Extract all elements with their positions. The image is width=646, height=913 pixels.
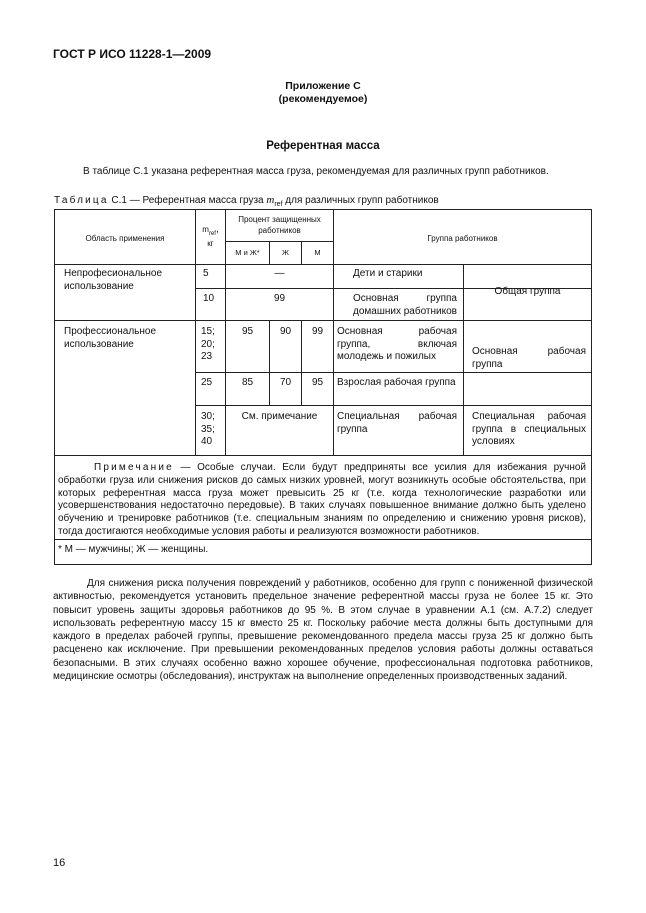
r1-subgroup: Дети и старики <box>353 268 423 279</box>
intro-text: В таблице С.1 указана референтная масса груза, рекомендуемая для различных групп работников. <box>83 166 549 177</box>
r5-subgroup: Специальная рабочая группа <box>337 411 457 435</box>
r5-mref: 30; 35; 40 <box>201 411 215 448</box>
r4-subgroup: Взрослая рабочая группа <box>337 377 456 388</box>
header-mref: $m_{ref}$, кг <box>202 224 219 248</box>
r3-subgroup: Основная рабочая группа, включая молодежь и пожилых <box>337 326 457 363</box>
group-general: Общая группа <box>494 286 561 297</box>
table-caption-number: С.1 — Референтная масса груза <box>111 195 267 206</box>
table-caption-symbol: m <box>266 194 275 206</box>
table-footnote: * М — мужчины; Ж — женщины. <box>58 544 209 555</box>
r2-mref: 10 <box>203 293 215 304</box>
table-caption-label: Таблица <box>54 195 109 206</box>
r4-mref: 25 <box>201 377 213 388</box>
table-caption-rest: для различных групп работников <box>282 195 439 206</box>
r1-pct: — <box>274 268 285 279</box>
section-title: Референтная масса <box>266 140 380 152</box>
note-text: — Особые случаи. Если будут предприняты все усилия для избежания ручной обработки груза или снижения рисков до самых низких уровней, могут возникнуть особые обстоятельства, при которых референтная масса груза может превысить 25 кг (т.е. когда технологические разработки или усовершенствования недостаточно передовые). В таких случаях повышенное внимание должно быть уделено обучению и тренировке работников (т.е. специальным знаниям по определению и снижению уровня рисков), тогда достигаются необходимые условия работы и реализуются возможности работников. <box>58 462 586 537</box>
label-professional: Профессиональное использование <box>64 326 157 350</box>
header-w: Ж <box>282 248 289 257</box>
note-label: Примечание <box>94 462 174 473</box>
header-group: Группа работников <box>427 234 498 243</box>
r5-group: Специальная рабочая группа в специальных условиях <box>472 411 586 448</box>
document-header: ГОСТ Р ИСО 11228-1—2009 <box>53 47 212 61</box>
r4-w: 70 <box>279 377 292 388</box>
table-caption-subscript: ref <box>274 201 283 208</box>
body-paragraph: Для снижения риска получения повреждений у работников, особенно для групп с пониженной физической активностью, рекомендуется установить предельное значение референтной массы груза не более 15 кг. Это повысит уровень защиты здоровья работников до 95 %. В этом случае в уравнении А.1 (см. А.7.2) следует использовать референтную массу 15 кг вместо 25 кг. Поскольку рабочие места должны быть доступными для каждого в пределах рабочей группы, превышение рекомендованного предела массы груза 25 кг должно быть расценено как исключение. При превышении рекомендованных пределов условия работы должны оставаться безопасными. В этих случаях особенно важно хорошее обучение, профессиональная подготовка работников, медицинские осмотры (обследования), инструктаж на выполнение определенных производственных заданий. <box>53 578 593 683</box>
header-m: М <box>314 248 321 257</box>
r4-mw: 85 <box>241 377 254 388</box>
r3-w: 90 <box>279 326 292 337</box>
header-percent: Процент защищенных работников <box>238 215 321 235</box>
r3-mw: 95 <box>241 326 254 337</box>
appendix-subtitle: (рекомендуемое) <box>278 93 368 105</box>
header-mref-symbol: m <box>202 225 209 234</box>
r2-subgroup: Основная группа домашних работников <box>353 293 457 317</box>
appendix-title: Приложение С <box>285 80 361 92</box>
label-nonprofessional: Непрофесиональное использование <box>64 268 163 292</box>
r2-pct: 99 <box>273 293 286 304</box>
r3-mref: 15; 20; 23 <box>201 326 215 363</box>
page-number: 16 <box>53 857 66 869</box>
header-mref-subscript: ref <box>208 231 216 237</box>
header-area: Область применения <box>85 234 165 243</box>
r5-pct: См. примечание <box>241 411 318 422</box>
table-note <box>58 462 586 539</box>
r4-m: 95 <box>311 377 324 388</box>
header-mw: М и Ж* <box>235 248 260 257</box>
r1-mref: 5 <box>203 268 209 279</box>
r3-m: 99 <box>311 326 324 337</box>
group-main: Основная рабочая группа <box>472 346 586 370</box>
header-mref-unit: кг <box>207 239 214 248</box>
